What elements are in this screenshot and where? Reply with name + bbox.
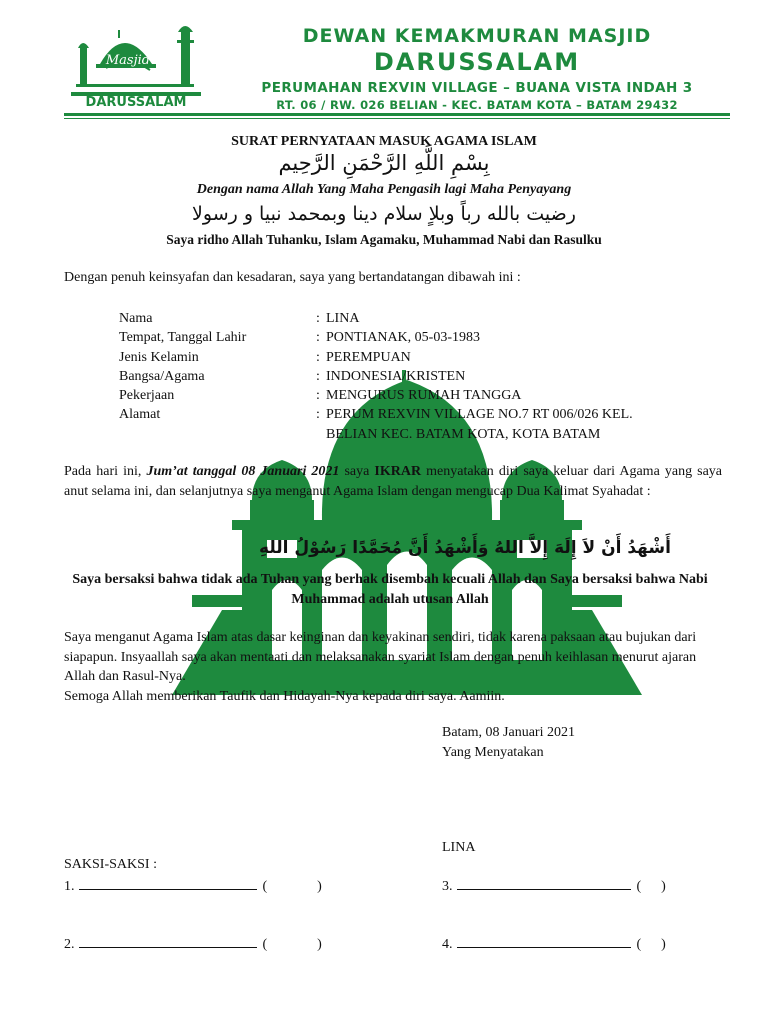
syahadat-arabic: أَشْهَدُ أَنْ لاَ إِلَهَ إِلاَّ اللهُ وَأَشْهَدُ أَنَّ مُحَمَّدًا رَسُوْلُ اللهِ [259,538,671,558]
logo-word-top: Masjid [105,53,151,68]
witness-number: 1. [64,879,75,894]
mosque-logo-icon [66,18,206,110]
radhitu-arabic: رضيت بالله رباً وبلاٍ سلام دينا وبمحمد نبيا و رسولا [192,203,576,225]
signature-name: LINA [442,840,476,855]
witness-paren-close: ) [317,937,322,952]
identity-colon: : [316,407,320,423]
identity-colon: : [316,388,320,404]
identity-value: LINA [326,311,360,326]
identity-label: Tempat, Tanggal Lahir [119,330,247,346]
signature-role: Yang Menyatakan [442,744,544,760]
letterhead-address-1: PERUMAHAN REXVIN VILLAGE – BUANA VISTA INDAH 3 [261,80,693,96]
closing-text: Saya menganut Agama Islam atas dasar keinginan dan keyakinan sendiri, tidak karena paksaan atau bujukan dari siapapun. Insyaallah saya akan mentaati dan melaksanakan syariat Islam dengan penuh keihlasan menurut ajaran Allah dan Rasul-Nya. [64,630,697,684]
identity-colon: : [316,349,320,365]
statement-paragraph [64,462,722,501]
letterhead [222,24,732,113]
closing-prayer: Semoga Allah memberikan Taufik dan Hidayah-Nya kepada diri saya. Aamiin. [64,688,505,704]
identity-label: Alamat [119,407,161,423]
witness-number: 3. [442,879,453,894]
witness-paren-open: ( [262,937,268,952]
identity-colon: : [316,368,320,384]
syahadat-translation: Saya bersaksi bahwa tidak ada Tuhan yang berhak disembah kecuali Allah dan Saya bersaksi bahwa Nabi Muhammad adalah utusan Allah [72,572,708,607]
witness-signature-line [79,877,257,890]
identity-label: Nama [119,311,153,326]
witness-slot [442,877,666,895]
statement-text: menyatakan diri saya keluar dari Agama yang saya anut selama ini, dan selanjutnya saya menganut Agama Islam dengan mengucap Dua Kalimat Syahadat : [64,464,722,499]
identity-row [119,367,686,386]
witness-slot [442,935,666,953]
logo-word-bottom: DARUSSALAM [85,95,187,110]
identity-row [119,405,686,444]
statement-text: Pada hari ini, [64,464,147,479]
identity-value: PERUM REXVIN VILLAGE NO.7 RT 006/026 KEL. BELIAN KEC. BATAM KOTA, KOTA BATAM [326,407,633,442]
radhitu-translation: Saya ridho Allah Tuhanku, Islam Agamaku, Muhammad Nabi dan Rasulku [166,232,602,247]
letterhead-address-2: RT. 06 / RW. 026 BELIAN - KEC. BATAM KOTA – BATAM 29432 [276,98,678,112]
identity-value: MENGURUS RUMAH TANGGA [326,388,522,404]
identity-row [119,309,686,328]
identity-value: INDONESIA/KRISTEN [326,368,466,384]
letterhead-org: DEWAN KEMAKMURAN MASJID [302,25,652,47]
identity-row [119,386,686,405]
witness-paren-close: ) [661,937,666,952]
witness-paren-close: ) [661,879,666,894]
identity-label: Pekerjaan [119,388,175,404]
statement-text: saya [339,464,375,479]
witness-paren-open: ( [262,879,268,894]
identity-value: PEREMPUAN [326,349,411,365]
witness-paren-close: ) [317,879,322,894]
witness-slot [64,877,322,895]
basmalah-translation: Dengan nama Allah Yang Maha Pengasih lagi Maha Penyayang [196,182,572,197]
identity-label: Jenis Kelamin [119,349,199,365]
intro-paragraph: Dengan penuh keinsyafan dan kesadaran, saya yang bertandatangan dibawah ini : [64,270,521,285]
identity-row [119,348,686,367]
letter-title: SURAT PERNYATAAN MASUK AGAMA ISLAM [231,134,537,149]
witness-paren-open: ( [636,879,642,894]
witness-signature-line [457,877,631,890]
signature-place-date: Batam, 08 Januari 2021 [442,725,575,740]
witness-number: 4. [442,937,453,952]
identity-colon: : [316,311,320,326]
identity-colon: : [316,330,320,346]
basmalah-arabic: بِسْمِ اللَّهِ الرَّحْمَنِ الرَّحِيم [278,151,490,175]
letterhead-name: DARUSSALAM [373,48,581,76]
witness-slot [64,935,322,953]
letterhead-rule-thick [64,113,730,116]
identity-label: Bangsa/Agama [119,368,205,384]
identity-block [119,309,686,444]
signature-block [442,723,575,762]
identity-value: PONTIANAK, 05-03-1983 [326,330,480,346]
witness-number: 2. [64,937,75,952]
witness-paren-open: ( [636,937,642,952]
identity-row [119,328,686,347]
witnesses-title: SAKSI-SAKSI : [64,857,157,872]
witness-signature-line [79,935,257,948]
closing-paragraph [64,628,722,706]
letterhead-rule-thin [64,118,730,119]
statement-date: Jum’at tanggal 08 Januari 2021 [146,464,340,479]
witness-signature-line [457,935,631,948]
statement-ikrar: IKRAR [374,464,422,479]
